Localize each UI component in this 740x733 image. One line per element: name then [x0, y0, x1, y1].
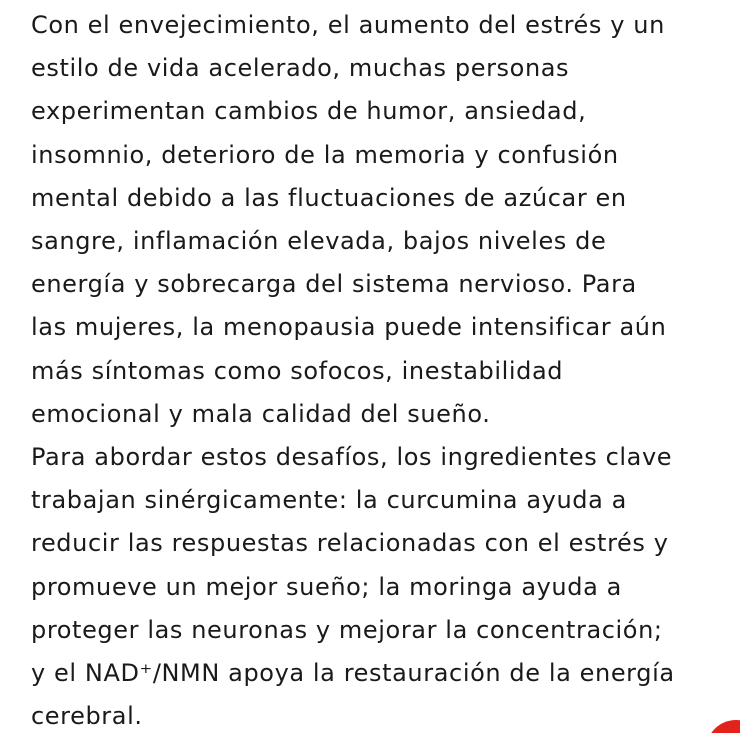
- article-paragraph-key-ingredients: Para abordar estos desafíos, los ingredientes clave trabajan sinérgicamente: la curcumina ayuda a reducir las respuestas relacionadas con el estrés y promueve un mejor sueño; la moringa ayuda a proteger las neuronas y mejorar la concentración; y el NAD⁺/NMN apoya la restauración de la energía cerebral.: [31, 443, 675, 731]
- article-paragraph-aging-symptoms: Con el envejecimiento, el aumento del estrés y un estilo de vida acelerado, muchas personas experimentan cambios de humor, ansiedad, insomnio, deterioro de la memoria y confusión mental debido a las fluctuaciones de azúcar en sangre, inflamación elevada, bajos niveles de energía y sobrecarga del sistema nervioso. Para las mujeres, la menopausia puede intensificar aún más síntomas como sofocos, inestabilidad emocional y mala calidad del sueño.: [31, 11, 667, 428]
- article-body: [31, 4, 731, 733]
